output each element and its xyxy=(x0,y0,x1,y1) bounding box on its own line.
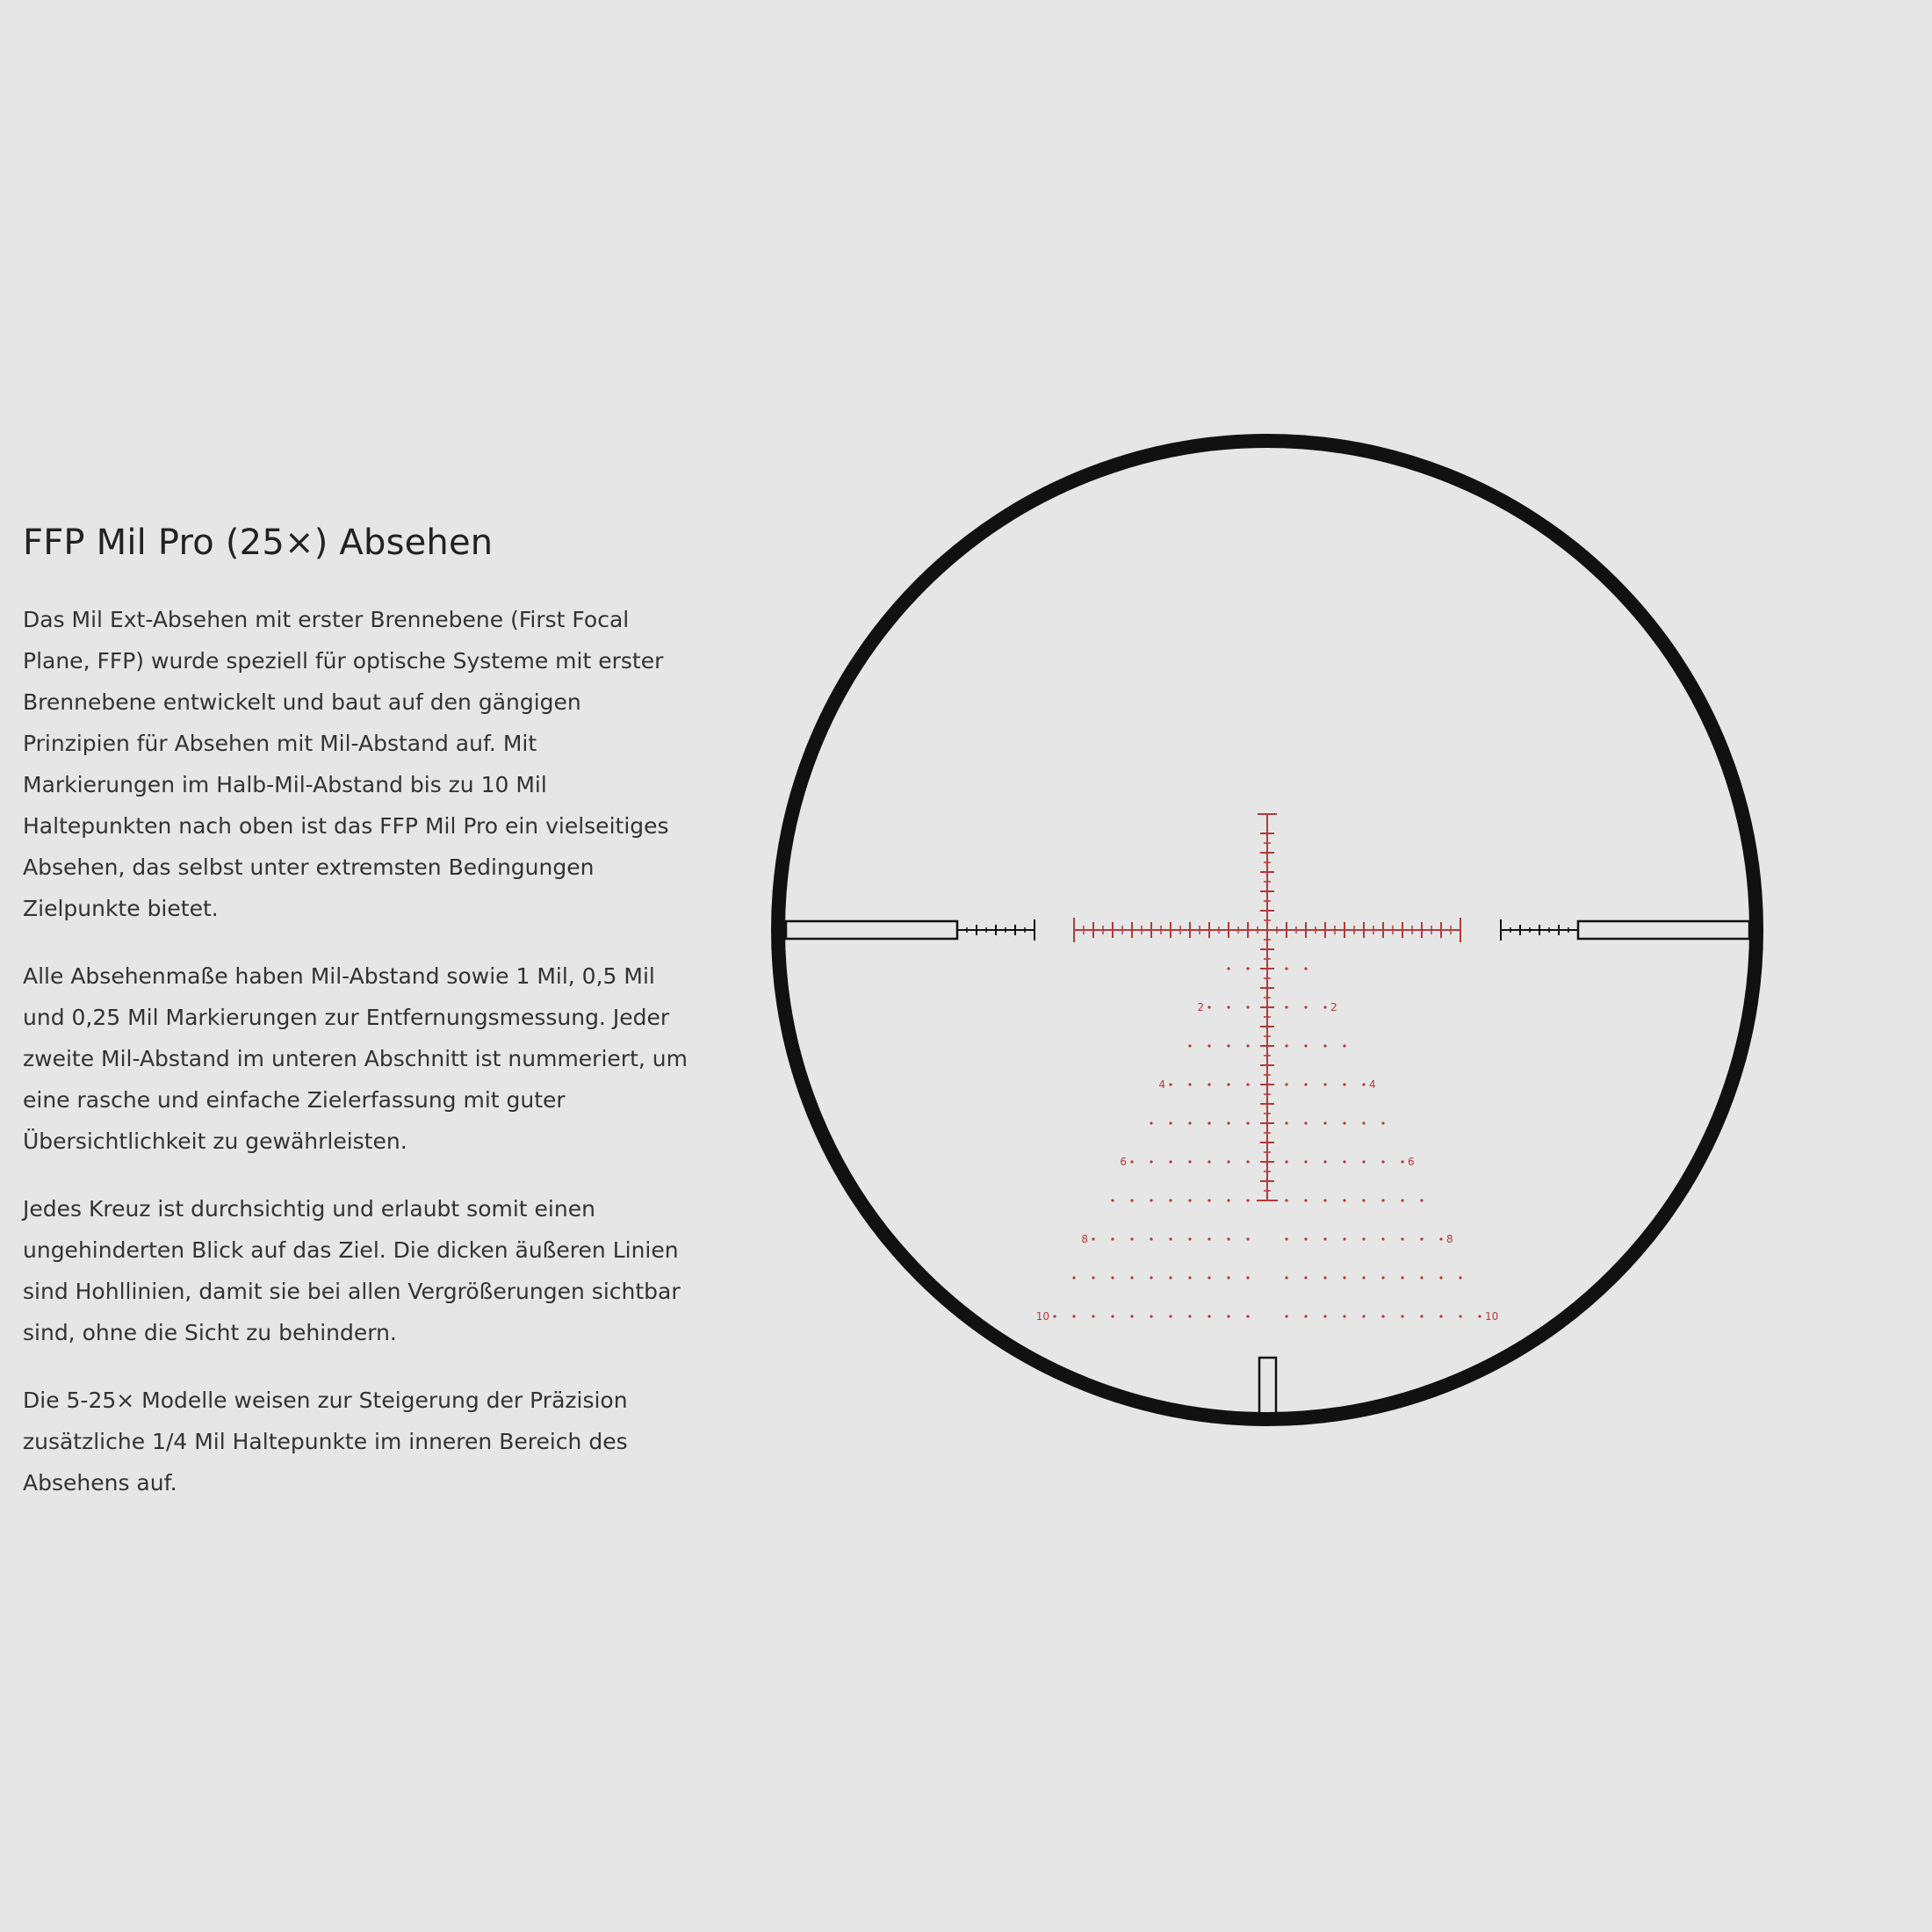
holdover-dot xyxy=(1169,1160,1171,1163)
holdover-dot xyxy=(1169,1083,1171,1085)
holdover-label-right: 4 xyxy=(1369,1078,1376,1091)
holdover-dot xyxy=(1150,1276,1152,1279)
holdover-dot xyxy=(1362,1121,1365,1124)
holdover-dot xyxy=(1246,1315,1249,1317)
holdover-dot xyxy=(1246,1237,1249,1240)
holdover-dot xyxy=(1420,1276,1423,1279)
holdover-label-left: 8 xyxy=(1081,1233,1088,1245)
paragraph-models: Die 5-25× Modelle weisen zur Steigerung der Präzision zusätzliche 1/4 Mil Haltepunkte im inneren Bereich des Absehens auf. xyxy=(23,1388,628,1496)
holdover-dot xyxy=(1420,1237,1423,1240)
holdover-dot xyxy=(1092,1276,1094,1279)
holdover-label-right: 10 xyxy=(1485,1310,1499,1323)
holdover-dot xyxy=(1072,1315,1075,1317)
holdover-dot xyxy=(1381,1237,1384,1240)
holdover-dot xyxy=(1227,1121,1229,1124)
center-reticle xyxy=(1074,814,1460,1200)
holdover-dot xyxy=(1227,1199,1229,1201)
holdover-label-right: 2 xyxy=(1330,1001,1337,1013)
holdover-dot xyxy=(1208,1315,1210,1317)
holdover-dot xyxy=(1439,1276,1442,1279)
holdover-dot xyxy=(1246,1044,1249,1047)
holdover-dot xyxy=(1285,1160,1287,1163)
holdover-dot xyxy=(1208,1237,1210,1240)
holdover-dot xyxy=(1227,1083,1229,1085)
holdover-dot xyxy=(1304,1160,1307,1163)
holdover-dot xyxy=(1111,1315,1114,1317)
holdover-dot xyxy=(1188,1237,1191,1240)
holdover-dot xyxy=(1246,1160,1249,1163)
holdover-dot xyxy=(1343,1083,1345,1085)
holdover-dot xyxy=(1401,1237,1403,1240)
holdover-dot xyxy=(1304,1276,1307,1279)
holdover-dot xyxy=(1381,1315,1384,1317)
holdover-label-left: 2 xyxy=(1197,1001,1204,1013)
holdover-dot xyxy=(1420,1199,1423,1201)
holdover-dot xyxy=(1362,1160,1365,1163)
page-title: FFP Mil Pro (25×) Absehen xyxy=(23,523,494,563)
holdover-label-right: 6 xyxy=(1408,1156,1415,1168)
holdover-dot xyxy=(1150,1121,1152,1124)
paragraph-measurements: Alle Absehenmaße haben Mil-Abstand sowie 1 Mil, 0,5 Mil und 0,25 Mil Markierungen zur Entfernungsmessung. Jeder zweite Mil-Abstand im unteren Abschnitt ist nummeriert, um eine rasche und einfache Zielerfassung mit guter Übersichtlichkeit zu gewährleisten. xyxy=(23,963,688,1154)
holdover-dot xyxy=(1304,1237,1307,1240)
holdover-dot xyxy=(1439,1315,1442,1317)
holdover-dot xyxy=(1285,1237,1287,1240)
holdover-dot xyxy=(1188,1083,1191,1085)
holdover-dot xyxy=(1285,1315,1287,1317)
holdover-dot xyxy=(1439,1237,1442,1240)
holdover-dot xyxy=(1304,1006,1307,1008)
holdover-dot xyxy=(1343,1315,1345,1317)
holdover-dot xyxy=(1208,1276,1210,1279)
holdover-label-right: 8 xyxy=(1446,1233,1453,1245)
holdover-dot xyxy=(1130,1276,1133,1279)
holdover-dot xyxy=(1208,1121,1210,1124)
holdover-dot xyxy=(1208,1160,1210,1163)
holdover-dot xyxy=(1285,1199,1287,1201)
holdover-dot xyxy=(1478,1315,1481,1317)
holdover-dot xyxy=(1323,1121,1326,1124)
holdover-dot xyxy=(1381,1199,1384,1201)
holdover-dot xyxy=(1304,1315,1307,1317)
holdover-dot xyxy=(1092,1237,1094,1240)
holdover-label-left: 6 xyxy=(1120,1156,1127,1168)
holdover-label-left: 4 xyxy=(1158,1078,1165,1091)
holdover-dot xyxy=(1150,1315,1152,1317)
holdover-dot xyxy=(1053,1315,1056,1317)
holdover-dot xyxy=(1208,1044,1210,1047)
holdover-dot xyxy=(1285,1121,1287,1124)
holdover-dot xyxy=(1362,1237,1365,1240)
holdover-label-left: 10 xyxy=(1035,1310,1049,1323)
holdover-dot xyxy=(1169,1276,1171,1279)
holdover-dot xyxy=(1227,967,1229,970)
holdover-dot xyxy=(1343,1044,1345,1047)
paragraph-intro: Das Mil Ext-Absehen mit erster Brennebene (First Focal Plane, FFP) wurde speziell für optische Systeme mit erster Brennebene entwickelt und baut auf den gängigen Prinzipien für Absehen mit Mil-Abstand auf. Mit Markierungen im Halb-Mil-Abstand bis zu 10 Mil Haltepunkten nach oben ist das FFP Mil Pro ein vielseitiges Absehen, das selbst unter extremsten Bedingungen Zielpunkte bietet. xyxy=(23,607,669,921)
holdover-dot xyxy=(1343,1160,1345,1163)
holdover-dot xyxy=(1227,1276,1229,1279)
holdover-dot xyxy=(1420,1315,1423,1317)
holdover-dot xyxy=(1150,1199,1152,1201)
holdover-dot xyxy=(1246,1276,1249,1279)
holdover-dot xyxy=(1246,1121,1249,1124)
holdover-dot xyxy=(1227,1006,1229,1008)
holdover-dot xyxy=(1401,1199,1403,1201)
holdover-dot xyxy=(1111,1199,1114,1201)
holdover-dot xyxy=(1362,1315,1365,1317)
holdover-dot xyxy=(1208,1199,1210,1201)
holdover-dot xyxy=(1285,1044,1287,1047)
holdover-dot xyxy=(1188,1315,1191,1317)
holdover-dot xyxy=(1343,1237,1345,1240)
holdover-dot xyxy=(1381,1121,1384,1124)
holdover-dot xyxy=(1304,967,1307,970)
holdover-dot xyxy=(1150,1237,1152,1240)
holdover-dot xyxy=(1092,1315,1094,1317)
holdover-dot xyxy=(1169,1237,1171,1240)
holdover-dot xyxy=(1381,1276,1384,1279)
holdover-dot xyxy=(1362,1276,1365,1279)
holdover-dot xyxy=(1304,1199,1307,1201)
holdover-dot xyxy=(1323,1199,1326,1201)
holdover-dot xyxy=(1285,1006,1287,1008)
holdover-dot xyxy=(1130,1315,1133,1317)
holdover-dot xyxy=(1381,1160,1384,1163)
holdover-dot xyxy=(1285,1276,1287,1279)
holdover-dot xyxy=(1130,1160,1133,1163)
holdover-dot xyxy=(1246,1083,1249,1085)
holdover-dot xyxy=(1304,1121,1307,1124)
holdover-dot xyxy=(1169,1121,1171,1124)
holdover-dot xyxy=(1285,967,1287,970)
holdover-dot xyxy=(1130,1237,1133,1240)
holdover-dot xyxy=(1246,1006,1249,1008)
holdover-dot xyxy=(1188,1044,1191,1047)
holdover-dot xyxy=(1285,1083,1287,1085)
holdover-dot xyxy=(1188,1121,1191,1124)
left-post xyxy=(786,921,957,939)
bottom-post xyxy=(1259,1358,1276,1414)
holdover-dot xyxy=(1362,1083,1365,1085)
holdover-dot xyxy=(1343,1276,1345,1279)
holdover-dot xyxy=(1362,1199,1365,1201)
holdover-dot xyxy=(1401,1160,1403,1163)
holdover-dot xyxy=(1111,1237,1114,1240)
holdover-dot xyxy=(1401,1315,1403,1317)
holdover-dot xyxy=(1459,1315,1461,1317)
holdover-dot xyxy=(1304,1083,1307,1085)
holdover-dot xyxy=(1343,1121,1345,1124)
holdover-dot xyxy=(1072,1276,1075,1279)
holdover-dot xyxy=(1150,1160,1152,1163)
holdover-dot xyxy=(1401,1276,1403,1279)
right-post xyxy=(1578,921,1749,939)
holdover-dot xyxy=(1323,1083,1326,1085)
holdover-dot xyxy=(1227,1237,1229,1240)
holdover-dot xyxy=(1227,1160,1229,1163)
holdover-dot xyxy=(1169,1315,1171,1317)
holdover-dot xyxy=(1169,1199,1171,1201)
holdover-dot xyxy=(1323,1044,1326,1047)
holdover-dot xyxy=(1323,1237,1326,1240)
holdover-dot xyxy=(1227,1044,1229,1047)
holdover-dot xyxy=(1459,1276,1461,1279)
holdover-dot xyxy=(1323,1160,1326,1163)
holdover-dot xyxy=(1188,1199,1191,1201)
holdover-dot xyxy=(1111,1276,1114,1279)
holdover-dot xyxy=(1323,1315,1326,1317)
holdover-dot xyxy=(1304,1044,1307,1047)
holdover-dot xyxy=(1246,1199,1249,1201)
holdover-dot xyxy=(1188,1160,1191,1163)
holdover-dot xyxy=(1130,1199,1133,1201)
holdover-dot xyxy=(1343,1199,1345,1201)
holdover-dot xyxy=(1227,1315,1229,1317)
holdover-dot xyxy=(1246,967,1249,970)
paragraph-transparency: Jedes Kreuz ist durchsichtig und erlaubt somit einen ungehinderten Blick auf das Ziel. Die dicken äußeren Linien sind Hohllinien, damit sie bei allen Vergrößerungen sichtbar sind, ohne die Sicht zu behindern. xyxy=(23,1196,681,1345)
holdover-dot xyxy=(1208,1083,1210,1085)
holdover-dot xyxy=(1208,1006,1210,1008)
holdover-dot xyxy=(1323,1276,1326,1279)
holdover-dot xyxy=(1323,1006,1326,1008)
holdover-dot xyxy=(1188,1276,1191,1279)
